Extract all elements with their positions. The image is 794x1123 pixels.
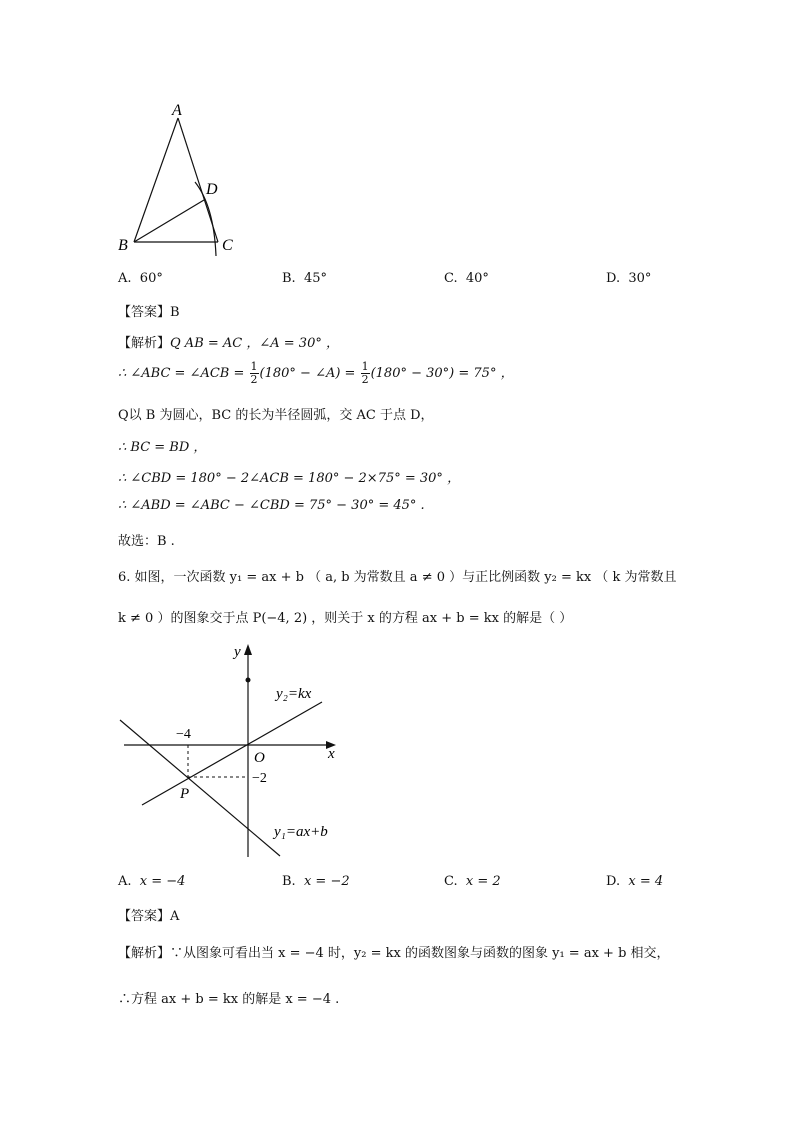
q5-analysis-line2: ∴ ∠ABC = ∠ACB = $\frac{1}{2}$ (180° − ∠A) = $\frac{1}{2}$ (180° − 30°) = 75° ，: [118, 360, 514, 386]
q5-analysis-line5: ∴ ∠CBD = 180° − 2∠ACB = 180° − 2×75° = 30° ，: [118, 471, 461, 486]
point-p-label: P: [180, 786, 190, 802]
vertex-d-label: D: [206, 181, 218, 198]
q6-option-b: B. x = −2: [282, 874, 350, 889]
fraction-half-2: $\frac{1}{2}$: [361, 360, 369, 386]
q5-answer: [118, 301, 180, 320]
y-axis-label: y: [234, 644, 241, 660]
q6-answer: 【答案】A: [118, 909, 180, 924]
y-tick-label: −2: [252, 771, 267, 786]
q6-option-a: A. x = −4: [118, 874, 186, 889]
q6-analysis-line2: ∴方程 ax + b = kx 的解是 x = −4 .: [118, 992, 340, 1007]
q5-analysis-line4: ∴ BC = BD ，: [118, 440, 207, 455]
vertex-a-label: A: [172, 102, 182, 119]
q5-analysis-line1: 【解析】Q AB = AC ，∠A = 30° ，: [118, 336, 339, 351]
vertex-c-label: C: [222, 237, 233, 254]
origin-label: O: [254, 750, 265, 766]
q5-choose: 故选：B .: [118, 534, 175, 549]
fraction-half-1: $\frac{1}{2}$: [250, 360, 258, 386]
q5-option-d: D. 30°: [606, 271, 652, 286]
q5-option-a: A. 60°: [118, 271, 163, 286]
function-graph: [110, 640, 350, 862]
analysis-label: 【解析】: [118, 336, 171, 351]
q6-analysis-line1: 【解析】∵从图象可看出当 x = −4 时，y₂ = kx 的函数图象与函数的图象 y₁ = ax + b 相交，: [118, 946, 670, 961]
vertex-b-label: B: [118, 237, 128, 254]
q6-option-d: D. x = 4: [606, 874, 664, 889]
line-y1-label: y₁=ax+b: [274, 824, 328, 840]
q6-option-c: C. x = 2: [444, 874, 501, 889]
q5-option-b: B. 45°: [282, 271, 327, 286]
q5-option-c: C. 40°: [444, 271, 489, 286]
x-tick-label: −4: [176, 727, 191, 742]
answer-value: B: [170, 305, 180, 320]
triangle-figure: [110, 98, 250, 258]
x-axis-label: x: [328, 746, 335, 762]
line-y2-label: y₂=kx: [276, 686, 312, 702]
answer-label: 【答案】: [118, 305, 171, 320]
q6-stem-line1: 6. 如图，一次函数 y₁ = ax + b （ a, b 为常数且 a ≠ 0 ）与正比例函数 y₂ = kx （ k 为常数且: [118, 570, 677, 585]
q6-stem-line2: k ≠ 0 ）的图象交于点 P(−4, 2) ，则关于 x 的方程 ax + b = kx 的解是（ ）: [118, 611, 573, 626]
q5-analysis-line3: Q以 B 为圆心，BC 的长为半径圆弧，交 AC 于点 D，: [118, 408, 434, 423]
q5-analysis-line6: ∴ ∠ABD = ∠ABC − ∠CBD = 75° − 30° = 45° .: [118, 498, 425, 513]
